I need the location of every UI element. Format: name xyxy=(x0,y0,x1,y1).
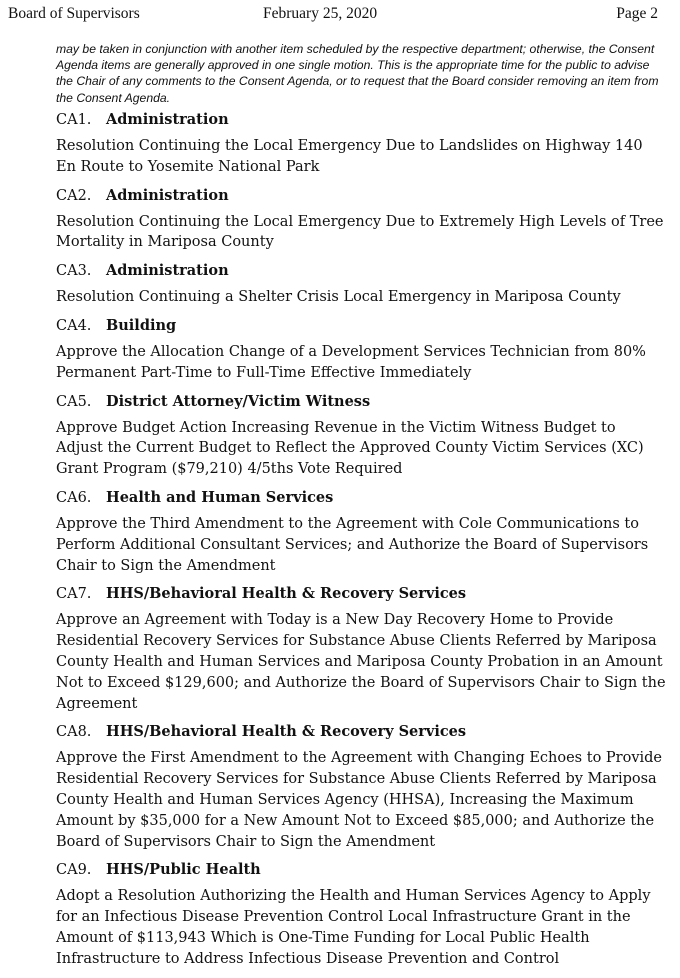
agenda-item-number: CA9. xyxy=(56,862,92,879)
agenda-item-number: CA8. xyxy=(56,724,92,741)
agenda-item-description: Approve Budget Action Increasing Revenue in the Victim Witness Budget to Adjust the Current Budget to Reflect the Approved County Victim Services (XC) Grant Program ($79,210) 4/5ths Vote Required xyxy=(56,419,644,478)
agenda-item-heading xyxy=(56,722,666,742)
agenda-item-number: CA6. xyxy=(56,489,92,506)
page-header xyxy=(8,5,658,25)
agenda-item-description: Approve an Agreement with Today is a New Day Recovery Home to Provide Residential Recovery Services for Substance Abuse Clients Referred by Mariposa County Health and Human Services and Mariposa County Probation in an Amount Not to Exceed $129,600; and Authorize the Board of Supervisors Chair to Sign the Agreement xyxy=(56,612,666,712)
agenda-item-number: CA1. xyxy=(56,112,92,128)
agenda-item-number: CA2. xyxy=(56,187,92,204)
agenda-item-category: District Attorney/Victim Witness xyxy=(106,392,371,410)
agenda-item-category: Building xyxy=(106,316,177,334)
agenda-item-ca8 xyxy=(56,722,666,852)
agenda-item-number: CA3. xyxy=(56,263,92,280)
agenda-item-ca5 xyxy=(56,392,666,480)
agenda-item-category: HHS/Public Health xyxy=(106,861,261,879)
agenda-item-description: Resolution Continuing the Local Emergency Due to Extremely High Levels of Tree Mortality in Mariposa County xyxy=(56,213,664,251)
agenda-item-description: Approve the Allocation Change of a Development Services Technician from 80% Permanent Part-Time to Full-Time Effective Immediately xyxy=(56,343,646,381)
agenda-item-number: CA7. xyxy=(56,586,92,603)
header-page-number: Page 2 xyxy=(616,5,658,22)
agenda-item-description: Resolution Continuing the Local Emergency Due to Landslides on Highway 140 En Route to Yosemite National Park xyxy=(56,138,643,175)
agenda-item-ca2 xyxy=(56,186,666,254)
agenda-item-number: CA5. xyxy=(56,393,92,410)
agenda-item-category: HHS/Behavioral Health & Recovery Services xyxy=(106,723,467,741)
agenda-item-heading xyxy=(56,488,666,508)
agenda-item-heading xyxy=(56,860,666,880)
consent-agenda-intro: may be taken in conjunction with another item scheduled by the respective department; otherwise, the Consent Agenda items are generally approved in one single motion. This is the appropriate time for the public to advise the Chair of any comments to the Consent Agenda, or to request that the Board consider removing an item from the Consent Agenda. xyxy=(56,42,659,105)
agenda-item-category: Administration xyxy=(106,111,229,128)
agenda-item-number: CA4. xyxy=(56,317,92,334)
agenda-item-ca7 xyxy=(56,584,666,714)
agenda-item-heading xyxy=(56,392,666,412)
agenda-item-heading xyxy=(56,110,666,130)
consent-agenda-items xyxy=(56,110,666,978)
agenda-item-category: Administration xyxy=(106,262,229,280)
agenda-item-heading xyxy=(56,584,666,604)
agenda-item-heading xyxy=(56,261,666,281)
header-date: February 25, 2020 xyxy=(263,5,378,22)
agenda-item-heading xyxy=(56,316,666,336)
agenda-item-category: HHS/Behavioral Health & Recovery Services xyxy=(106,585,467,603)
agenda-item-description: Approve the Third Amendment to the Agreement with Cole Communications to Perform Additional Consultant Services; and Authorize the Board of Supervisors Chair to Sign the Amendment xyxy=(56,515,649,574)
agenda-item-description: Approve the First Amendment to the Agreement with Changing Echoes to Provide Residential Recovery Services for Substance Abuse Clients Referred by Mariposa County Health and Human Services Agency (HHSA), Increasing the Maximum Amount by $35,000 for a New Amount Not to Exceed $85,000; and Authorize the Board of Supervisors Chair to Sign the Amendment xyxy=(56,750,663,850)
agenda-item-ca4 xyxy=(56,316,666,384)
header-board-name: Board of Supervisors xyxy=(8,5,140,22)
agenda-item-heading xyxy=(56,186,666,206)
agenda-item-category: Health and Human Services xyxy=(106,488,334,506)
agenda-item-ca6 xyxy=(56,488,666,576)
agenda-item-ca9 xyxy=(56,860,666,969)
agenda-item-ca1 xyxy=(56,110,666,178)
agenda-item-description: Adopt a Resolution Authorizing the Health and Human Services Agency to Apply for an Infectious Disease Prevention Control Local Infrastructure Grant in the Amount of $113,943 Which is One-Time Funding for Local Public Health Infrastructure to Address Infectious Disease Prevention and Control xyxy=(56,888,651,967)
agenda-item-ca3 xyxy=(56,261,666,308)
agenda-item-category: Administration xyxy=(106,186,229,204)
agenda-item-description: Resolution Continuing a Shelter Crisis Local Emergency in Mariposa County xyxy=(56,289,621,306)
